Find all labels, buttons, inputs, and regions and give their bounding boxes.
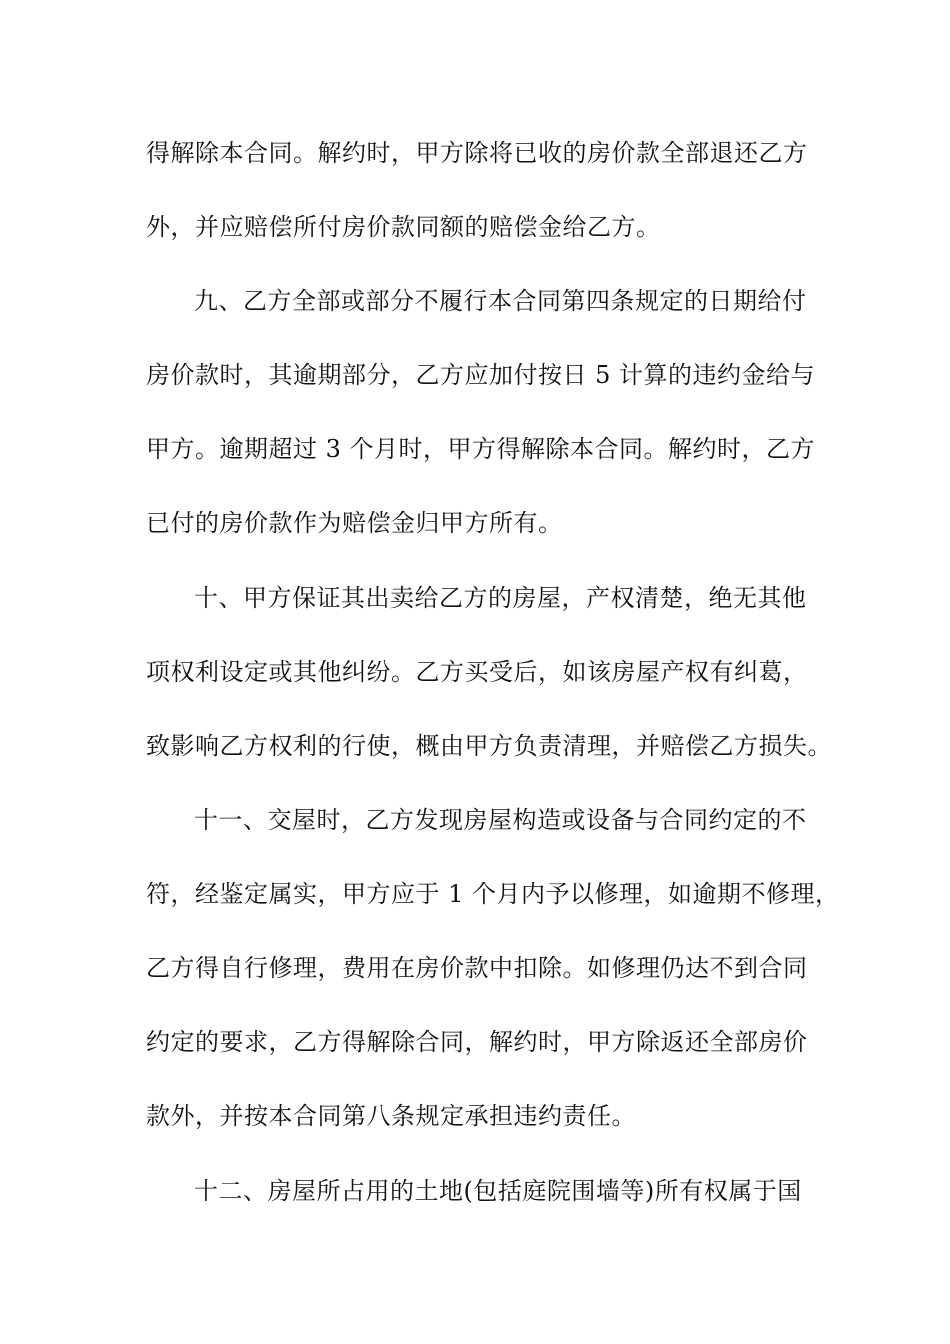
text-line: 乙方得自行修理，费用在房价款中扣除。如修理仍达不到合同 xyxy=(146,954,808,982)
paragraph-start-line: 十一、交屋时，乙方发现房屋构造或设备与合同约定的不 xyxy=(194,806,807,834)
text-line: 外，并应赔偿所付房价款同额的赔偿金给乙方。 xyxy=(146,213,661,241)
paragraph-start-line: 九、乙方全部或部分不履行本合同第四条规定的日期给付 xyxy=(194,287,807,315)
paragraph-start-line: 十、甲方保证其出卖给乙方的房屋，产权清楚，绝无其他 xyxy=(194,584,807,612)
paragraph-start-line: 十二、房屋所占用的土地(包括庭院围墙等)所有权属于国 xyxy=(194,1177,802,1205)
text-line: 得解除本合同。解约时，甲方除将已收的房价款全部退还乙方 xyxy=(146,139,808,167)
text-line: 约定的要求，乙方得解除合同，解约时，甲方除返还全部房价 xyxy=(146,1028,808,1056)
text-line: 致影响乙方权利的行使，概由甲方负责清理，并赔偿乙方损失。 xyxy=(146,732,832,760)
text-line: 项权利设定或其他纠纷。乙方买受后，如该房屋产权有纠葛， xyxy=(146,658,808,686)
text-line: 符，经鉴定属实，甲方应于 1 个月内予以修理，如逾期不修理， xyxy=(146,880,840,908)
text-line: 房价款时，其逾期部分，乙方应加付按日 5 计算的违约金给与 xyxy=(146,361,816,389)
text-line: 甲方。逾期超过 3 个月时，甲方得解除本合同。解约时，乙方 xyxy=(146,435,816,463)
text-line: 已付的房价款作为赔偿金归甲方所有。 xyxy=(146,509,563,537)
text-line: 款外，并按本合同第八条规定承担违约责任。 xyxy=(146,1102,636,1130)
